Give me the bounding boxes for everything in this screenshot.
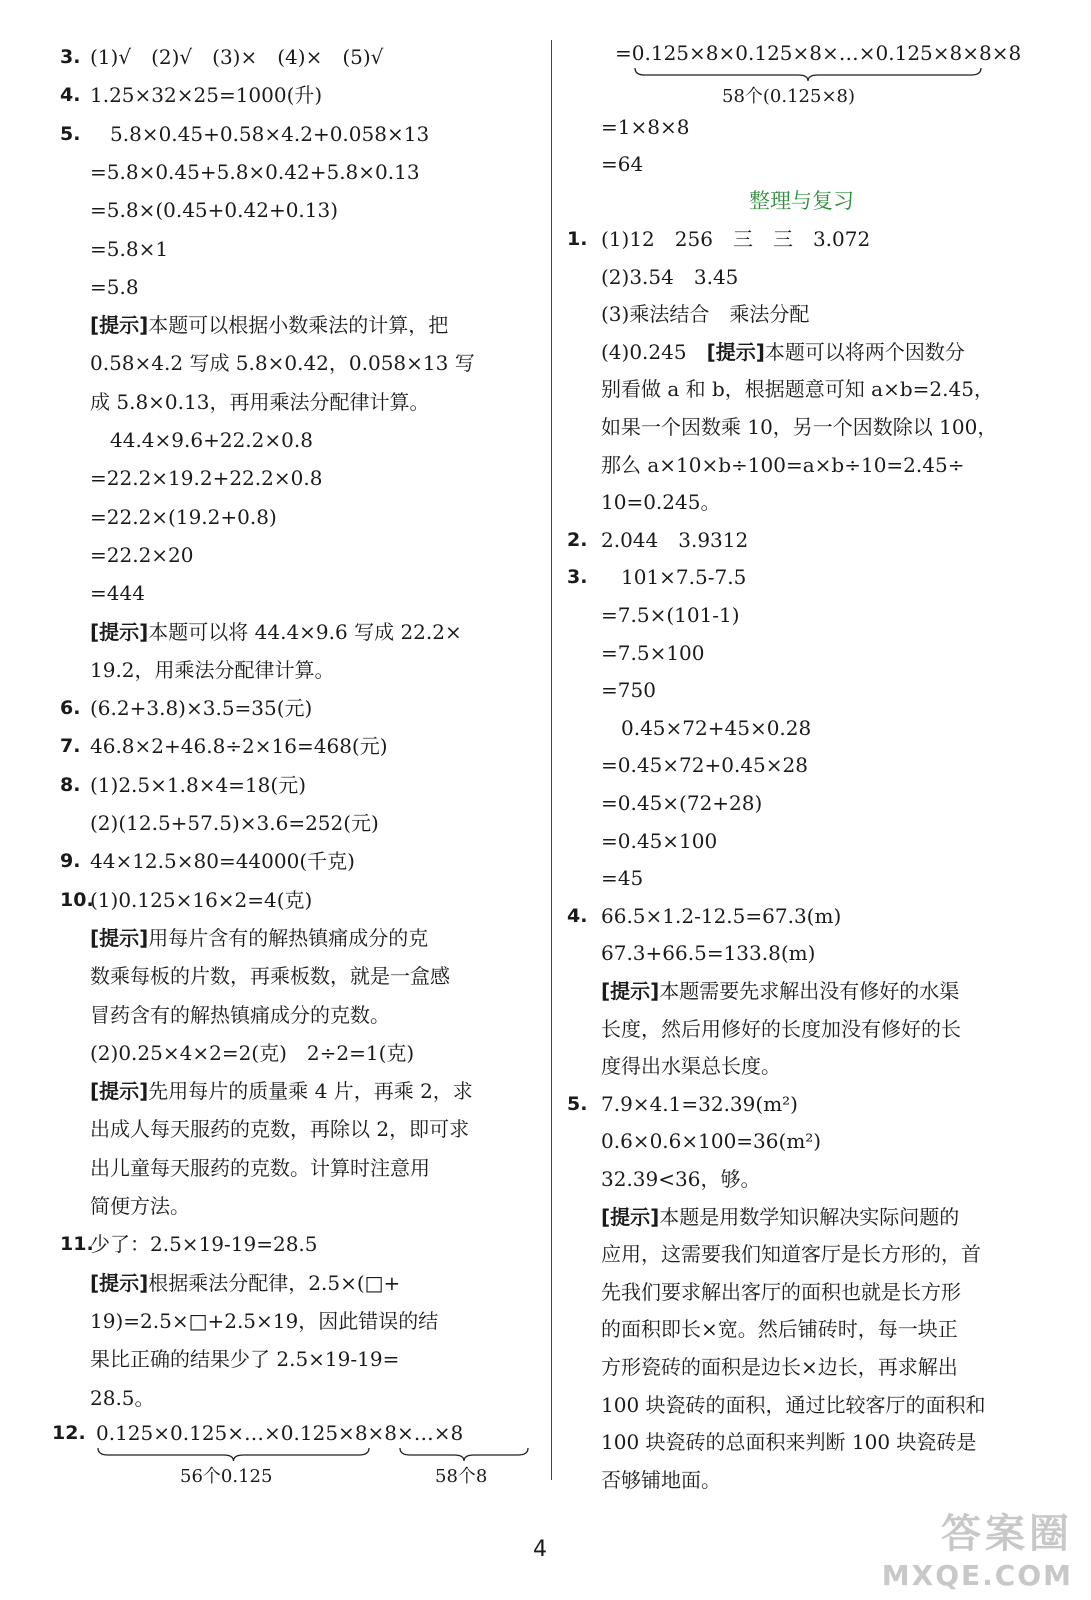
line-text: 19.2，用乘法分配律计算。 — [90, 657, 335, 682]
answer-line — [90, 350, 475, 376]
answer-line — [90, 1116, 469, 1142]
answer-line — [90, 82, 322, 108]
answer-prefix: (4)0.245 — [601, 339, 707, 364]
line-text: 本题可以将两个因数分 — [764, 339, 965, 364]
line-text: (2)0.25×4×2=2(克) 2÷2=1(克) — [90, 1040, 415, 1065]
answer-line — [601, 940, 815, 966]
watermark-logo-text: 答案圈 — [941, 1511, 1073, 1557]
answer-line — [90, 887, 312, 913]
answer-line — [601, 978, 959, 1004]
answer-line — [90, 504, 277, 530]
line-text: 出成人每天服药的克数，再除以 2，即可求 — [90, 1117, 470, 1142]
answer-line — [90, 772, 306, 798]
answer-line — [90, 1346, 399, 1372]
line-text: =750 — [601, 678, 656, 703]
question-number: 11. — [60, 1233, 94, 1256]
answer-line — [90, 1193, 190, 1219]
braced-product: 0.125×0.125×…×0.125 — [96, 1421, 339, 1445]
answer-line — [90, 810, 379, 836]
question-number: 3. — [567, 566, 588, 589]
answer-line — [90, 963, 450, 989]
line-text: 0.45×72+45×0.28 — [601, 715, 812, 740]
answer-line — [601, 414, 997, 440]
answer-line — [90, 465, 322, 491]
line-text: =45 — [601, 866, 644, 891]
answer-line — [601, 1128, 821, 1154]
answer-line — [90, 312, 448, 338]
answer-line — [90, 1231, 318, 1257]
braced-product: 8×8×…×8 — [354, 1421, 464, 1445]
line-text: 否够铺地面。 — [601, 1467, 721, 1492]
hint-label: [提示] — [90, 1079, 149, 1104]
line-text: (2)3.54 3.45 — [601, 264, 739, 289]
line-text: 用每片含有的解热镇痛成分的克 — [148, 925, 429, 950]
answer-line — [90, 619, 462, 645]
question-number: 5. — [567, 1092, 588, 1115]
line-text: 本题是用数学知识解决实际问题的 — [659, 1204, 960, 1229]
braced-product: 0.125×8×0.125×8×…×0.125×8 — [631, 41, 963, 65]
answer-line — [90, 695, 312, 721]
answer-line — [601, 602, 740, 628]
line-text: 度得出水渠总长度。 — [601, 1054, 781, 1079]
line-text: 出儿童每天服药的克数。计算时注意用 — [90, 1155, 430, 1180]
answer-line — [601, 226, 870, 252]
answer-line — [601, 489, 720, 515]
line-text: 67.3+66.5=133.8(m) — [601, 941, 816, 966]
hint-label: [提示] — [601, 979, 660, 1003]
line-text: 44×12.5×80=44000(千克) — [90, 849, 355, 874]
underbrace-icon — [398, 1446, 530, 1462]
answer-line — [90, 236, 168, 262]
line-text: 2.044 3.9312 — [601, 527, 749, 552]
answer-line — [601, 715, 811, 741]
line-text: 根据乘法分配律，2.5×(□+ — [148, 1270, 401, 1295]
line-text: 先我们要求解出客厅的面积也就是长方形 — [601, 1279, 961, 1304]
answer-line — [90, 159, 420, 185]
line-text: 成 5.8×0.13，再用乘法分配律计算。 — [90, 389, 430, 414]
line-text: (1)12 256 三 三 3.072 — [601, 227, 871, 251]
line-text: 那么 a×10×b÷100=a×b÷10=2.45÷ — [601, 452, 965, 477]
underbrace-label: 56个0.125 — [180, 1466, 273, 1487]
answer-line — [90, 1270, 400, 1296]
answer-line — [601, 151, 643, 177]
answer-line — [601, 376, 994, 402]
question-number: 10. — [60, 888, 94, 911]
question-number: 2. — [567, 528, 588, 551]
answer-line — [601, 1316, 958, 1342]
line-text: 19)=2.5×□+2.5×19，因此错误的结 — [90, 1308, 439, 1333]
line-text: 100 块瓷砖的面积，通过比较客厅的面积和 — [601, 1392, 986, 1417]
line-text: =64 — [601, 152, 644, 176]
answer-line — [601, 114, 689, 140]
answer-line — [601, 1091, 798, 1117]
answer-line — [90, 733, 388, 759]
line-text: =5.8×0.45+5.8×0.42+5.8×0.13 — [90, 159, 420, 184]
answer-line — [601, 339, 965, 365]
question-number: 8. — [60, 773, 81, 796]
question-number: 4. — [567, 904, 588, 927]
product-tail: ×8×8 — [962, 41, 1022, 65]
line-text: =22.2×20 — [90, 542, 194, 567]
answer-line — [601, 1204, 959, 1230]
line-text: 0.58×4.2 写成 5.8×0.42，0.058×13 写 — [90, 351, 475, 376]
answer-line — [601, 903, 841, 929]
answer-line — [601, 1429, 976, 1455]
answer-line — [90, 1308, 438, 1334]
answer-line — [90, 427, 313, 453]
line-text: 46.8×2+46.8÷2×16=468(元) — [90, 734, 388, 759]
section-title: 整理与复习 — [749, 189, 854, 213]
underbrace-label: 58个8 — [435, 1466, 488, 1487]
answer-line — [90, 1385, 155, 1411]
line-text: =7.5×100 — [601, 640, 705, 665]
answer-line — [601, 1241, 981, 1267]
line-text: =22.2×(19.2+0.8) — [90, 504, 277, 529]
answer-line — [601, 564, 746, 590]
question-number: 7. — [60, 735, 81, 758]
watermark-url: MXQE.COM — [881, 1559, 1073, 1592]
equals-sign: = — [615, 41, 632, 65]
line-text: 别看做 a 和 b，根据题意可知 a×b=2.45， — [601, 377, 994, 402]
answer-line — [601, 790, 762, 816]
question-number: 1. — [567, 228, 588, 250]
line-text: =5.8×(0.45+0.42+0.13) — [90, 198, 339, 223]
answer-line — [601, 752, 808, 778]
answer-line — [601, 1053, 781, 1079]
line-text: 0.6×0.6×100=36(m²) — [601, 1129, 822, 1154]
answer-line — [90, 121, 429, 147]
line-text: (6.2+3.8)×3.5=35(元) — [90, 696, 313, 721]
hint-label: [提示] — [90, 925, 149, 950]
answer-line — [90, 925, 428, 951]
line-text: 100 块瓷砖的总面积来判断 100 块瓷砖是 — [601, 1430, 977, 1455]
answer-line — [601, 301, 809, 327]
hint-label: [提示] — [601, 1204, 660, 1229]
continuation-line — [615, 40, 1021, 66]
line-text: =0.45×72+0.45×28 — [601, 753, 808, 778]
line-text: (2)(12.5+57.5)×3.6=252(元) — [90, 811, 379, 835]
answer-line — [90, 848, 355, 874]
column-divider — [551, 40, 552, 1480]
watermark — [882, 1502, 1073, 1592]
question-number: 4. — [60, 84, 81, 107]
line-text: (1)0.125×16×2=4(克) — [90, 887, 313, 912]
line-text: =444 — [90, 581, 145, 606]
answer-line — [601, 1392, 986, 1418]
line-text: (1)√ (2)√ (3)× (4)× (5)√ — [90, 45, 384, 69]
underbrace-label: 58个(0.125×8) — [722, 86, 856, 107]
underbrace-icon — [633, 66, 983, 82]
hint-label: [提示] — [90, 313, 149, 338]
hint-label: [提示] — [706, 339, 765, 364]
line-text: 5.8×0.45+0.58×4.2+0.058×13 — [90, 121, 430, 146]
answer-line — [90, 274, 139, 300]
answer-line — [601, 1279, 961, 1305]
line-text: =5.8 — [90, 274, 139, 299]
answer-line — [601, 640, 705, 666]
line-text: 101×7.5-7.5 — [601, 565, 747, 590]
line-text: 如果一个因数乘 10，另一个因数除以 100， — [601, 415, 998, 439]
line-text: 数乘每板的片数，再乘板数，就是一盒感 — [90, 964, 450, 989]
answer-line — [601, 677, 656, 703]
answer-line — [90, 1040, 414, 1066]
answer-line — [601, 828, 717, 854]
line-text: 28.5。 — [90, 1385, 155, 1410]
line-text: (3)乘法结合 乘法分配 — [601, 302, 810, 327]
answer-line — [601, 1467, 721, 1493]
question-number: 6. — [60, 697, 81, 720]
answer-line — [601, 527, 748, 553]
answer-line — [90, 197, 338, 223]
answer-line — [90, 389, 429, 415]
answer-line — [601, 1354, 958, 1380]
answer-line — [601, 1166, 760, 1192]
hint-label: [提示] — [90, 1270, 149, 1295]
line-text: =1×8×8 — [601, 115, 690, 139]
line-text: =22.2×19.2+22.2×0.8 — [90, 466, 323, 491]
line-text: 少了：2.5×19-19=28.5 — [90, 1232, 318, 1257]
line-text: 44.4×9.6+22.2×0.8 — [90, 428, 313, 452]
hint-label: [提示] — [90, 619, 149, 644]
answer-line — [90, 1155, 430, 1181]
line-text: 1.25×32×25=1000(升) — [90, 83, 323, 108]
answer-line — [601, 1016, 961, 1042]
line-text: =7.5×(101-1) — [601, 603, 740, 627]
page-number: 4 — [533, 1537, 547, 1562]
answer-line — [90, 1002, 390, 1028]
line-text: 本题可以将 44.4×9.6 写成 22.2× — [148, 619, 462, 644]
line-text: 7.9×4.1=32.39(m²) — [601, 1091, 798, 1116]
question-number: 9. — [60, 850, 81, 873]
underbrace-icon — [96, 1446, 371, 1462]
line-text: 方形瓷砖的面积是边长×边长，再求解出 — [601, 1355, 958, 1379]
line-text: 长度，然后用修好的长度加没有修好的长 — [601, 1016, 961, 1041]
line-text: =0.45×(72+28) — [601, 791, 763, 815]
line-text: 果比正确的结果少了 2.5×19-19= — [90, 1347, 400, 1372]
answer-line — [90, 657, 335, 683]
answer-line — [96, 1420, 463, 1446]
line-text: 的面积即长×宽。然后铺砖时，每一块正 — [601, 1317, 958, 1342]
answer-line — [601, 865, 643, 891]
answer-line — [601, 264, 738, 290]
question-number: 12. — [52, 1422, 86, 1444]
line-text: 66.5×1.2-12.5=67.3(m) — [601, 903, 842, 928]
line-text: =5.8×1 — [90, 236, 169, 261]
answer-line — [90, 580, 145, 606]
line-text: (1)2.5×1.8×4=18(元) — [90, 772, 306, 797]
line-text: 10=0.245。 — [601, 490, 721, 515]
answer-line — [90, 542, 194, 568]
line-text: =0.45×100 — [601, 828, 718, 853]
times-sign: × — [338, 1421, 355, 1445]
line-text: 32.39<36，够。 — [601, 1167, 761, 1191]
answer-line — [90, 44, 383, 70]
question-number: 3. — [60, 46, 81, 68]
line-text: 先用每片的质量乘 4 片，再乘 2，求 — [148, 1079, 473, 1104]
line-text: 应用，这需要我们知道客厅是长方形的，首 — [601, 1242, 981, 1267]
line-text: 本题可以根据小数乘法的计算，把 — [148, 313, 449, 338]
answer-line — [601, 452, 964, 478]
answer-line — [90, 1078, 473, 1104]
question-number: 5. — [60, 122, 81, 145]
line-text: 本题需要先求解出没有修好的水渠 — [659, 979, 960, 1003]
line-text: 简便方法。 — [90, 1194, 190, 1218]
line-text: 冒药含有的解热镇痛成分的克数。 — [90, 1002, 390, 1027]
